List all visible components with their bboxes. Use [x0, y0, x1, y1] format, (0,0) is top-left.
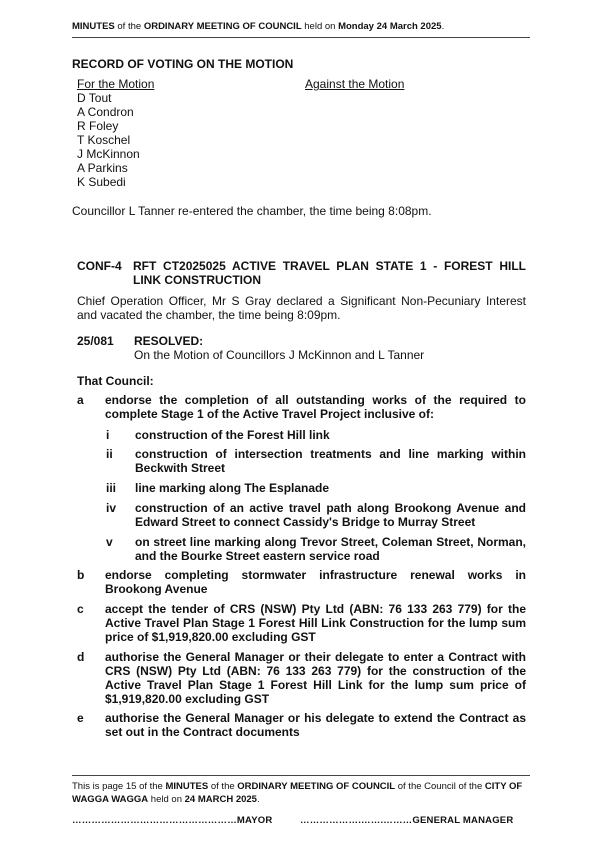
voter-name: T Koschel: [77, 133, 131, 147]
item-code: CONF-4: [77, 259, 122, 273]
voter-name: D Tout: [77, 91, 112, 105]
item-text: authorise the General Manager or their delegate to enter a Contract with CRS (NSW) Pty Ltd (ABN: 76 133 263 779) for the construction of the Active Travel Plan Stage 1 Forest Hill Link for the lump sum price of $1,919,820.00 excluding GST: [105, 650, 526, 706]
item-label: a: [77, 393, 84, 407]
item-label: e: [77, 711, 84, 725]
item-title-line2: LINK CONSTRUCTION: [133, 273, 261, 287]
for-motion-column: [77, 77, 154, 189]
sub-item-label: ii: [106, 447, 113, 461]
sub-item-text: construction of intersection treatments and line marking within Beckwith Street: [135, 447, 526, 475]
page-header: [72, 20, 530, 34]
header-meeting: ORDINARY MEETING OF COUNCIL: [143, 21, 302, 32]
against-motion-heading: Against the Motion: [305, 77, 405, 91]
declaration-note: Chief Operation Officer, Mr S Gray declared a Significant Non-Pecuniary Interest and vacated the chamber, the time being 8:09pm.: [77, 294, 526, 322]
voter-name: J McKinnon: [77, 147, 140, 161]
sub-item-label: v: [106, 535, 113, 549]
item-label: d: [77, 650, 85, 664]
footer-date: 24 MARCH 2025: [184, 794, 257, 805]
sub-item-label: iii: [106, 481, 117, 495]
for-motion-heading: For the Motion: [77, 77, 155, 91]
resolution-number: 25/081: [77, 334, 114, 348]
footer-minutes: MINUTES: [165, 781, 209, 792]
item-label: b: [77, 568, 85, 582]
footer-text: of the Council of the: [395, 781, 485, 792]
header-of-the: of the: [114, 21, 144, 32]
voter-name: R Foley: [77, 119, 119, 133]
header-rule: [72, 37, 530, 38]
sub-item-text: construction of an active travel path along Brookong Avenue and Edward Street to connect Cassidy's Bridge to Murray Street: [135, 501, 526, 529]
voter-name: A Parkins: [77, 161, 128, 175]
footer-text: This is page 15 of the: [72, 781, 166, 792]
footer-text: held on: [148, 794, 185, 805]
sub-item-text: line marking along The Esplanade: [135, 481, 330, 495]
item-text: endorse completing stormwater infrastructure renewal works in Brookong Avenue: [105, 568, 526, 596]
mayor-signature-line: ……………………………………………MAYOR: [72, 815, 273, 826]
header-held-on: held on: [301, 21, 339, 32]
footer-text: of the: [208, 781, 238, 792]
item-title-line1: RFT CT2025025 ACTIVE TRAVEL PLAN STATE 1 - FOREST HILL: [133, 259, 526, 273]
reentry-note: Councillor L Tanner re-entered the chamber, the time being 8:08pm.: [72, 204, 432, 218]
header-minutes: MINUTES: [72, 21, 115, 32]
sub-item-label: i: [106, 428, 110, 442]
header-date: Monday 24 March 2025: [338, 21, 442, 32]
sub-item-text: on street line marking along Trevor Street, Coleman Street, Norman, and the Bourke Street eastern service road: [135, 535, 526, 563]
item-text: authorise the General Manager or his delegate to extend the Contract as set out in the Contract documents: [105, 711, 526, 739]
item-label: c: [77, 602, 84, 616]
footer-city: CITY OF WAGGA WAGGA: [72, 781, 523, 805]
item-text: endorse the completion of all outstanding works of the required to complete Stage 1 of the Active Travel Project inclusive of:: [105, 393, 526, 421]
sub-item-label: iv: [106, 501, 117, 515]
that-council: That Council:: [77, 374, 154, 388]
sub-item-text: construction of the Forest Hill link: [135, 428, 330, 442]
item-text: accept the tender of CRS (NSW) Pty Ltd (ABN: 76 133 263 779) for the Active Travel Plan Stage 1 Forest Hill Link Construction for the lump sum price of $1,919,820.00 excluding GST: [105, 602, 526, 644]
against-motion-column: [305, 77, 404, 91]
voter-name: A Condron: [77, 105, 134, 119]
page-footer: [72, 780, 530, 806]
footer-meeting: ORDINARY MEETING OF COUNCIL: [237, 781, 396, 792]
header-period: .: [441, 21, 445, 32]
voter-name: K Subedi: [77, 175, 126, 189]
footer-text: .: [256, 794, 260, 805]
resolved-label: RESOLVED:: [134, 334, 204, 348]
general-manager-signature-line: ……………….…….………GENERAL MANAGER: [300, 815, 514, 826]
voting-title: RECORD OF VOTING ON THE MOTION: [72, 57, 294, 71]
resolution-motion: On the Motion of Councillors J McKinnon and L Tanner: [134, 348, 425, 362]
footer-rule: [72, 775, 530, 776]
